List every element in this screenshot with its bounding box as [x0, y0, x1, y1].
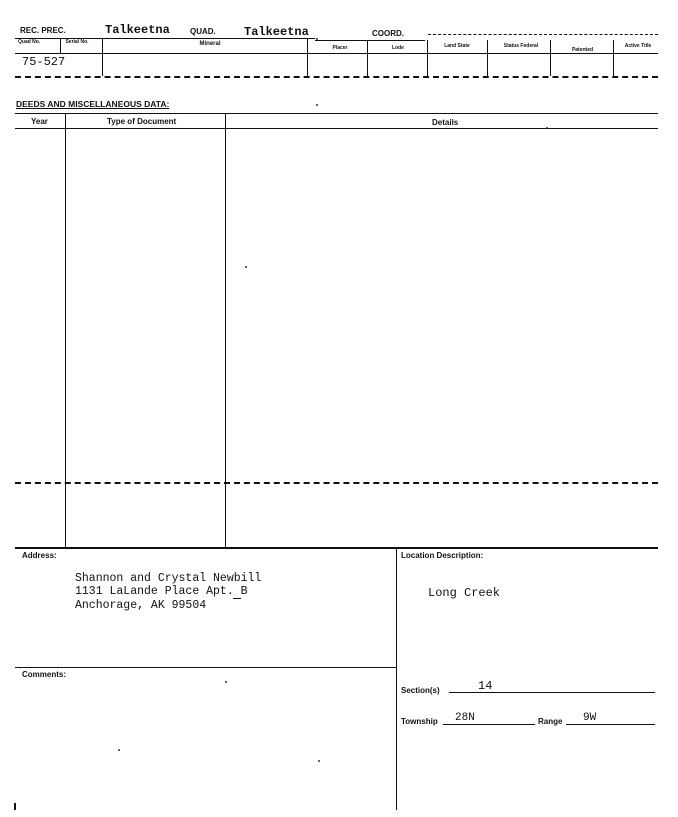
comments-top-rule — [15, 667, 396, 668]
active-title-header: Active Title — [624, 43, 652, 49]
deeds-section-title: DEEDS AND MISCELLANEOUS DATA: — [16, 99, 170, 109]
deeds-bottom-rule — [15, 547, 658, 549]
col-divider — [307, 39, 308, 76]
serial-no-header: Serial No. — [65, 39, 89, 45]
col-divider — [102, 39, 103, 76]
deeds-dashed-rule — [15, 482, 658, 484]
quad-no-header: Quad No. — [18, 39, 41, 45]
mineral-header: Mineral — [199, 41, 221, 47]
township-field-line — [443, 724, 535, 725]
address-line-1: Shannon and Crystal Newbill — [75, 572, 262, 585]
address-line-3: Anchorage, AK 99504 — [75, 599, 207, 612]
ink-mark — [14, 803, 16, 810]
claim-header-rule — [15, 53, 658, 54]
col-divider — [367, 40, 368, 76]
details-column-header: Details — [432, 118, 459, 127]
claim-dashed-rule — [15, 76, 658, 78]
section-label: Section(s) — [401, 686, 440, 695]
address-location-divider — [396, 548, 397, 810]
location-description-label: Location Description: — [401, 551, 484, 560]
address-line-2: 1131 LaLande Place Apt. B — [75, 585, 248, 598]
section-value: 14 — [478, 679, 493, 693]
lode-header: Lode — [392, 45, 404, 51]
placer-header: Placer — [332, 45, 348, 51]
quad-value: Talkeetna — [244, 25, 309, 39]
apt-underline — [233, 598, 241, 599]
rec-prec-label: REC. PREC. — [20, 26, 66, 35]
quad-label: QUAD. — [190, 27, 216, 36]
ink-mark — [316, 104, 318, 106]
type-of-document-column-header: Type of Document — [107, 117, 177, 126]
address-label: Address: — [22, 551, 57, 560]
ink-mark — [316, 38, 318, 40]
location-description-value: Long Creek — [428, 586, 501, 600]
comments-label: Comments: — [22, 670, 67, 679]
deeds-header-rule — [15, 128, 658, 129]
coord-label: COORD. — [372, 29, 404, 38]
col-divider — [613, 40, 614, 76]
land-state-header: Land State — [444, 43, 470, 49]
patented-header: Patented — [571, 47, 594, 53]
range-value: 9W — [583, 712, 597, 724]
col-divider — [487, 40, 488, 76]
ink-mark — [245, 266, 247, 268]
ink-mark — [546, 127, 548, 129]
ink-mark — [318, 760, 320, 762]
col-divider — [427, 40, 428, 76]
township-value: 28N — [455, 712, 475, 724]
col-divider — [550, 40, 551, 76]
range-label: Range — [538, 717, 563, 726]
ink-mark — [225, 681, 227, 683]
col-divider — [60, 39, 61, 54]
status-federal-header: Status Federal — [503, 43, 539, 49]
header-rule-2 — [315, 40, 425, 41]
ink-mark — [118, 749, 120, 751]
header-dashed-rule — [428, 34, 658, 35]
deeds-top-rule — [15, 113, 658, 114]
quad-no-value: 75-527 — [22, 55, 66, 69]
rec-prec-value: Talkeetna — [105, 23, 170, 37]
year-column-header: Year — [31, 117, 48, 126]
range-field-line — [566, 724, 655, 725]
township-label: Township — [401, 717, 438, 726]
